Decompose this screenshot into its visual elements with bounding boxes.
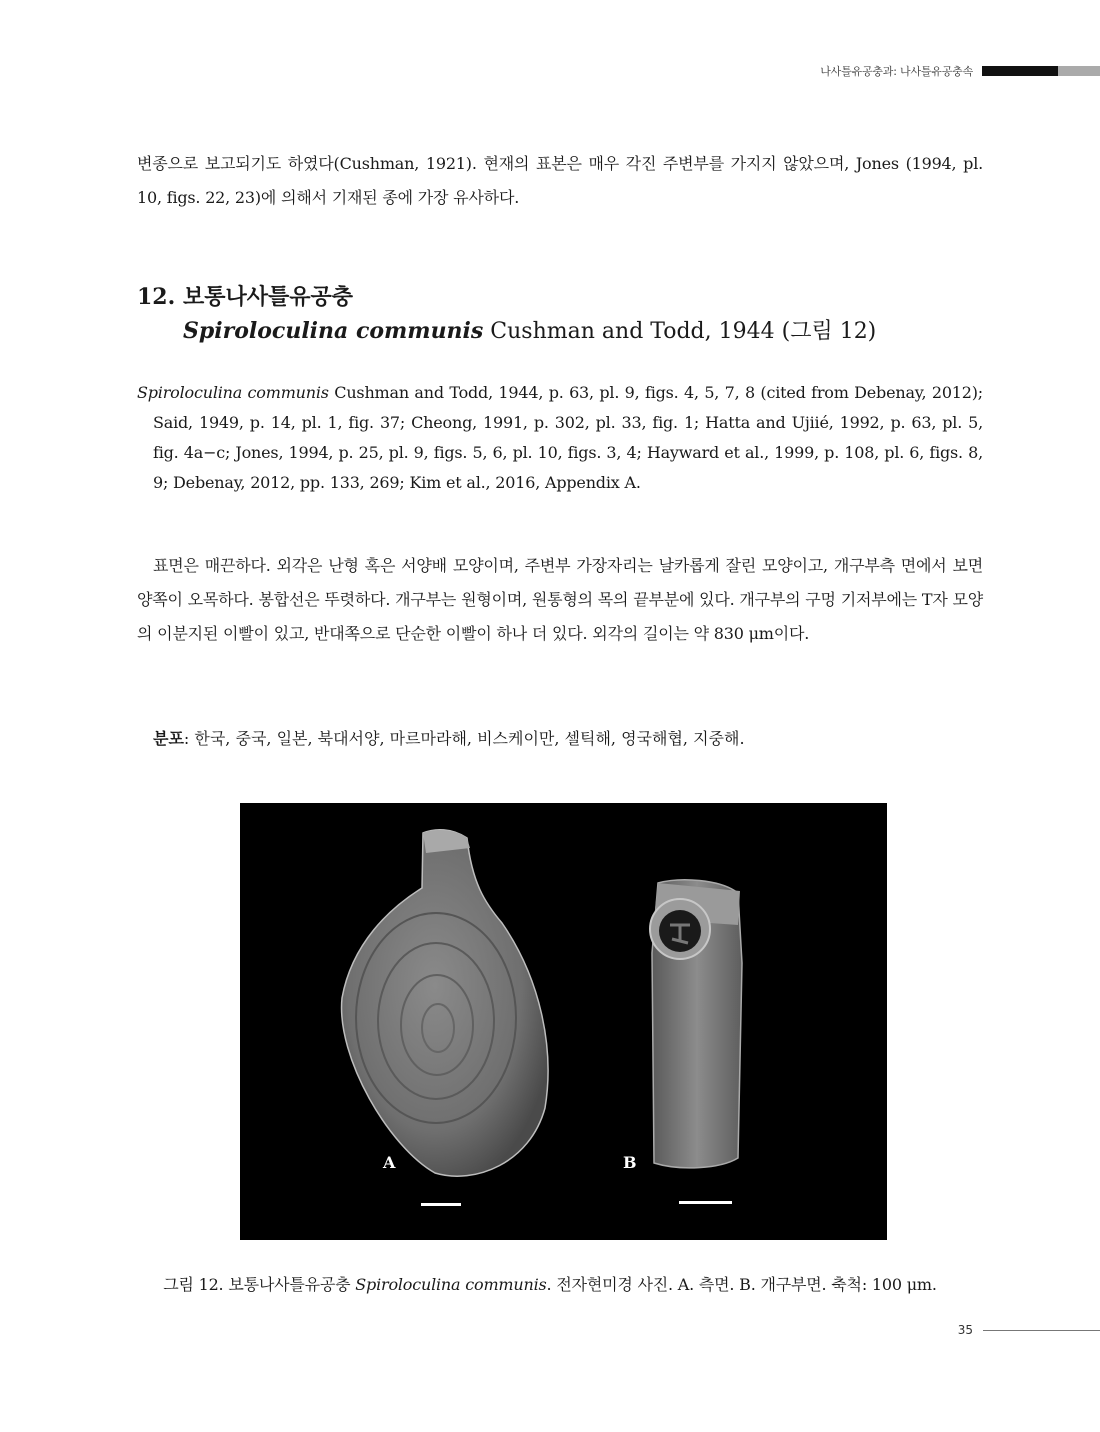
scale-bar-b bbox=[679, 1201, 732, 1204]
intro-paragraph: 변종으로 보고되기도 하였다(Cushman, 1921). 현재의 표본은 매우 각진 주변부를 가지지 않았으며, Jones (1994, pl. 10, figs. 22, 23)에 의해서 기재된 종에 가장 유사하다. bbox=[137, 154, 983, 207]
heading-korean-name: 보통나사틀유공충 bbox=[183, 284, 354, 310]
section-heading bbox=[137, 282, 876, 347]
heading-number: 12. bbox=[137, 284, 176, 310]
running-head-bar-gray bbox=[1058, 66, 1100, 76]
distribution bbox=[153, 724, 745, 754]
page-number: 35 bbox=[957, 1323, 973, 1337]
distribution-text: : 한국, 중국, 일본, 북대서양, 마르마라해, 비스케이만, 셀틱해, 영국해협, 지중해. bbox=[183, 729, 745, 748]
heading-species-line bbox=[137, 316, 876, 347]
synonymy-list bbox=[137, 378, 983, 498]
heading-species: Spiroloculina communis bbox=[183, 318, 484, 344]
footer-rule bbox=[983, 1330, 1100, 1331]
distribution-label: 분포 bbox=[153, 729, 184, 748]
heading-title bbox=[137, 282, 876, 312]
panel-label-b: B bbox=[623, 1153, 637, 1172]
figure-caption bbox=[0, 1272, 1100, 1298]
specimen-b bbox=[650, 880, 742, 1168]
scale-bar-a bbox=[421, 1203, 461, 1206]
synonymy-species: Spiroloculina communis bbox=[137, 383, 329, 402]
synonymy-text: Cushman and Todd, 1944, p. 63, pl. 9, figs. 4, 5, 7, 8 (cited from Debenay, 2012); Said, 1949, p. 14, pl. 1, fig. 37; Cheong, 1991, p. 302, pl. 33, fig. 1; Hatta and Ujiié, 1992, p. 63, pl. 5, fig. 4a−c; Jones, 1994, p. 25, pl. 9, figs. 5, 6, pl. 10, figs. 3, 4; Hayward et al., 1999, p. 108, pl. 6, figs. 8, 9; Debenay, 2012, pp. 133, 269; Kim et al., 2016, Appendix A. bbox=[153, 383, 983, 492]
specimen-a bbox=[342, 830, 548, 1176]
running-head-bar-dark bbox=[982, 66, 1058, 76]
caption-prefix: 그림 12. 보통나사틀유공충 bbox=[163, 1275, 356, 1294]
sem-figure bbox=[240, 803, 887, 1240]
sem-images bbox=[240, 803, 887, 1240]
panel-label-a: A bbox=[383, 1153, 396, 1172]
page-footer bbox=[958, 1323, 1100, 1337]
caption-species: Spiroloculina communis bbox=[355, 1275, 547, 1294]
running-head bbox=[820, 64, 1100, 78]
heading-authority: Cushman and Todd, 1944 (그림 12) bbox=[483, 319, 877, 344]
caption-suffix: . 전자현미경 사진. A. 측면. B. 개구부면. 축척: 100 μm. bbox=[546, 1275, 937, 1294]
description-paragraph: 표면은 매끈하다. 외각은 난형 혹은 서양배 모양이며, 주변부 가장자리는 날카롭게 잘린 모양이고, 개구부측 면에서 보면 양쪽이 오목하다. 봉합선은 뚜렷하다. 개구부는 원형이며, 원통형의 목의 끝부분에 있다. 개구부의 구멍 기저부에는 T자 모양의 이분지된 이빨이 있고, 반대쪽으로 단순한 이빨이 하나 더 있다. 외각의 길이는 약 830 μm이다. bbox=[137, 556, 983, 643]
running-head-text: 나사틀유공충과: 나사틀유공충속 bbox=[820, 65, 973, 78]
